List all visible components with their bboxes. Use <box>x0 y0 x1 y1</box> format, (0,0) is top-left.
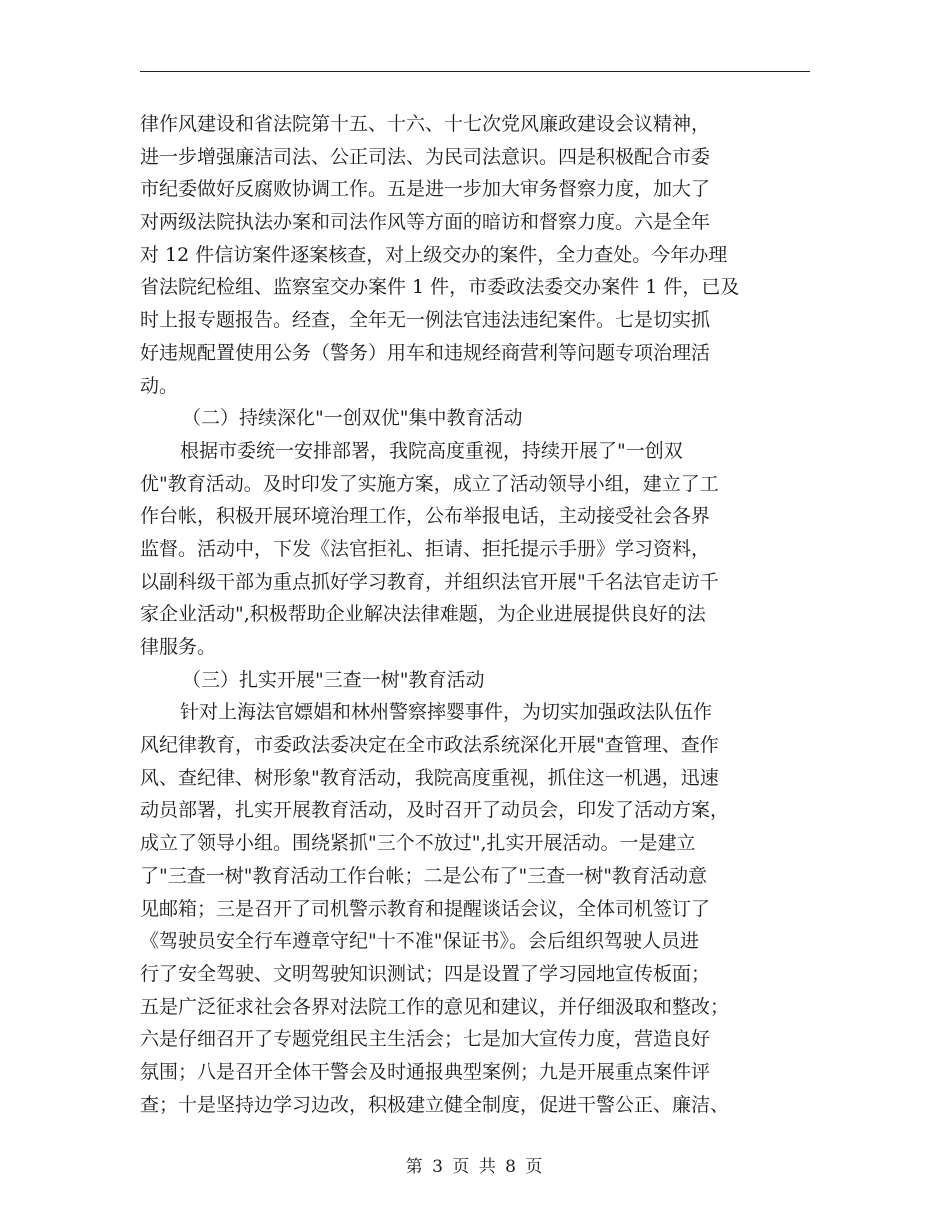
text-line: 对 12 件信访案件逐案核查，对上级交办的案件，全力查处。今年办理 <box>140 243 728 266</box>
text-line: 根据市委统一安排部署，我院高度重视，持续开展了"一创双 <box>180 439 683 462</box>
header-rule <box>140 71 810 72</box>
text-line: 好违规配置使用公务（警务）用车和违规经商营利等问题专项治理活 <box>140 341 711 364</box>
text-line: 风纪律教育，市委政法委决定在全市政法系统深化开展"查管理、查作 <box>140 734 719 757</box>
text-line: 行了安全驾驶、文明驾驶知识测试；四是设置了学习园地宣传板面； <box>140 962 711 985</box>
text-line: 动。 <box>140 374 179 397</box>
text-line: 作台帐，积极开展环境治理工作，公布举报电话，主动接受社会各界 <box>140 505 711 528</box>
text-line: 家企业活动",积极帮助企业解决法律难题，为企业进展提供良好的法 <box>140 603 706 626</box>
text-line: 见邮箱；三是召开了司机警示教育和提醒谈话会议，全体司机签订了 <box>140 897 711 920</box>
text-line: 律作风建设和省法院第十五、十六、十七次党风廉政建设会议精神， <box>140 113 711 135</box>
text-line: 氛围；八是召开全体干警会及时通报典型案例；九是开展重点案件评 <box>140 1060 711 1083</box>
text-line: 了"三查一树"教育活动工作台帐；二是公布了"三查一树"教育活动意 <box>140 864 707 887</box>
text-line: 市纪委做好反腐败协调工作。五是进一步加大审务督察力度，加大了 <box>140 178 711 201</box>
document-body <box>140 108 810 1121</box>
text-line: 进一步增强廉洁司法、公正司法、为民司法意识。四是积极配合市委 <box>140 145 711 168</box>
text-line: 动员部署，扎实开展教育活动，及时召开了动员会，印发了活动方案， <box>140 799 730 822</box>
text-line: 五是广泛征求社会各界对法院工作的意见和建议，并仔细汲取和整改； <box>140 995 730 1018</box>
text-line: 时上报专题报告。经查，全年无一例法官违法违纪案件。七是切实抓 <box>140 309 711 332</box>
section-heading: （二）持续深化"一创双优"集中教育活动 <box>182 407 523 430</box>
text-line: 成立了领导小组。围绕紧抓"三个不放过",扎实开展活动。一是建立 <box>140 832 696 855</box>
section-heading: （三）扎实开展"三查一树"教育活动 <box>182 668 485 691</box>
text-line: 优"教育活动。及时印发了实施方案，成立了活动领导小组，建立了工 <box>140 472 719 495</box>
text-line: 律服务。 <box>140 636 217 658</box>
text-line: 查；十是坚持边学习边改，积极建立健全制度，促进干警公正、廉洁、 <box>140 1093 730 1116</box>
page-number: 第 3 页 共 8 页 <box>405 1157 545 1177</box>
text-line: 对两级法院执法办案和司法作风等方面的暗访和督察力度。六是全年 <box>140 211 711 234</box>
text-line: 以副科级干部为重点抓好学习教育，并组织法官开展"千名法官走访千 <box>140 570 719 593</box>
text-line: 六是仔细召开了专题党组民主生活会；七是加大宣传力度，营造良好 <box>140 1028 711 1051</box>
text-line: 省法院纪检组、监察室交办案件 1 件，市委政法委交办案件 1 件，已及 <box>140 276 740 299</box>
text-line: 监督。活动中，下发《法官拒礼、拒请、拒托提示手册》学习资料， <box>140 537 711 560</box>
text-line: 《驾驶员安全行车遵章守纪"十不准"保证书》。会后组织驾驶人员进 <box>140 930 699 953</box>
text-line: 针对上海法官嫖娼和林州警察摔婴事件，为切实加强政法队伍作 <box>180 701 713 724</box>
text-line: 风、查纪律、树形象"教育活动，我院高度重视，抓住这一机遇，迅速 <box>140 766 719 789</box>
